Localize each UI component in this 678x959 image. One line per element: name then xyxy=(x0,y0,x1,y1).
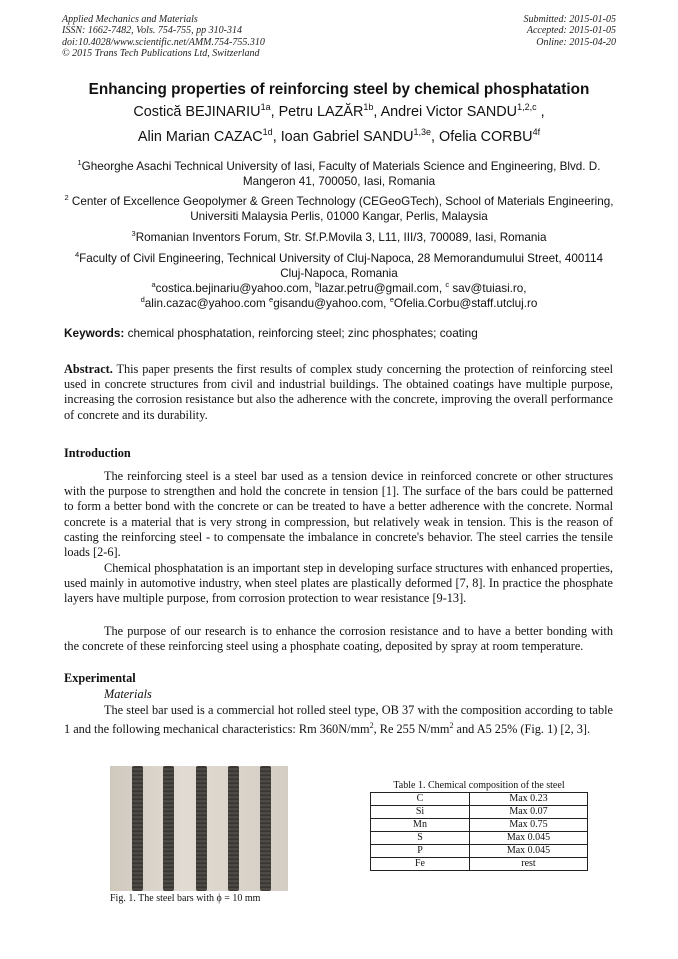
journal-issn: ISSN: 1662-7482, Vols. 754-755, pp 310-314 xyxy=(62,25,242,37)
email-link[interactable]: Ofelia.Corbu@staff.utcluj.ro xyxy=(393,296,538,310)
table-row xyxy=(371,806,588,819)
affiliation-2 xyxy=(62,190,616,224)
author-sup: 1d xyxy=(262,127,273,137)
author-sup: 1,3e xyxy=(413,127,431,137)
affiliation-sup: 4 xyxy=(75,250,80,259)
author-sup: 1a xyxy=(260,102,271,112)
abstract xyxy=(64,362,613,423)
table-row xyxy=(371,845,588,858)
submitted-date: Submitted: 2015-01-05 xyxy=(523,14,616,25)
steel-bar xyxy=(260,766,271,891)
element-cell: Mn xyxy=(371,819,470,832)
steel-bar xyxy=(196,766,207,891)
keywords xyxy=(64,326,478,340)
author-sup: 1b xyxy=(363,102,374,112)
abstract-text: This paper presents the first results of complex study concerning the protection of reinforcing steel used in concrete structures from civil and industrial buildings. The obtained coatings have multiple purpose, increasing the corrosion resistance but also the adherence with the concrete, improving the overall performance of concrete and its durability. xyxy=(64,362,613,422)
journal-doi: doi:10.4028/www.scientific.net/AMM.754-755.310 xyxy=(62,36,265,48)
email-sup: b xyxy=(314,280,320,289)
element-cell: Fe xyxy=(371,858,470,871)
materials-text: The steel bar used is a commercial hot rolled steel type, OB 37 with the composition according to table 1 and the following mechanical characteristics: Rm 360N/mm xyxy=(64,703,613,737)
accepted-date: Accepted: 2015-01-05 xyxy=(526,25,616,37)
materials-text: and A5 25% (Fig. 1) [2, 3]. xyxy=(453,722,591,737)
element-cell: S xyxy=(371,832,470,845)
authors-line-2 xyxy=(0,127,678,145)
email-sup: e xyxy=(389,295,394,304)
email-link[interactable]: costica.bejinariu@yahoo.com, xyxy=(155,281,315,295)
affiliation-sup: 1 xyxy=(77,158,82,167)
author-name: Ioan Gabriel SANDU xyxy=(280,128,414,145)
paper-title: Enhancing properties of reinforcing steel by chemical phosphatation xyxy=(88,81,590,98)
table-row xyxy=(371,819,588,832)
affiliation-text: Center of Excellence Geopolymer & Green Technology (CEGeoGTech), School of Materials Engineering, Universiti Malaysia Perlis, 01000 Kangar, Perlis, Malaysia xyxy=(68,194,614,223)
figure-1-caption: Fig. 1. The steel bars with ϕ = 10 mm xyxy=(110,893,261,904)
chemical-composition-table xyxy=(370,792,588,871)
affiliation-4 xyxy=(62,247,616,281)
emails-line-2 xyxy=(62,292,616,311)
element-cell: Si xyxy=(371,806,470,819)
author-name: Petru LAZĂR xyxy=(278,103,364,120)
journal-info xyxy=(62,14,265,60)
steel-bar xyxy=(163,766,174,891)
content-cell: Max 0.75 xyxy=(470,819,588,832)
content-cell: Max 0.045 xyxy=(470,845,588,858)
email-sup: e xyxy=(269,295,274,304)
introduction-paragraph-1: The reinforcing steel is a steel bar used as a tension device in reinforced concrete or other structures with the purpose to strengthen and hold the concrete in tension [1]. The surface of the bars could be patterned to form a better bond with the concrete or can be treated to have a better adherence with the concrete. Normal concrete is a material that is very strong in compression, but relatively weak in tension. This is the reason of casting the reinforcing steel - to compensate the imbalance in concrete's behavior. The steel carries the tensile loads [2-6]. xyxy=(64,469,613,560)
table-row xyxy=(371,858,588,871)
affiliation-1 xyxy=(62,155,616,189)
content-cell: Max 0.07 xyxy=(470,806,588,819)
email-sup: a xyxy=(151,280,156,289)
author-name: Andrei Victor SANDU xyxy=(380,103,518,120)
journal-copyright: © 2015 Trans Tech Publications Ltd, Switzerland xyxy=(62,48,260,60)
author-sup: 4f xyxy=(532,127,541,137)
table-1-caption: Table 1. Chemical composition of the steel xyxy=(393,780,565,791)
affiliation-text: Gheorghe Asachi Technical University of Iasi, Faculty of Materials Science and Engineering, Blvd. D. Mangeron 41, 700050, Iasi, Romania xyxy=(81,159,601,188)
online-date: Online: 2015-04-20 xyxy=(536,36,616,48)
steel-bar xyxy=(228,766,239,891)
content-cell: Max 0.23 xyxy=(470,793,588,806)
affiliation-sup: 2 xyxy=(64,193,69,202)
email-link[interactable]: gisandu@yahoo.com, xyxy=(273,296,390,310)
keywords-text: chemical phosphatation, reinforcing steel; zinc phosphates; coating xyxy=(124,326,478,340)
content-cell: rest xyxy=(470,858,588,871)
element-cell: P xyxy=(371,845,470,858)
author-name: Ofelia CORBU xyxy=(439,128,533,145)
materials-paragraph xyxy=(64,703,613,738)
affiliation-text: Faculty of Civil Engineering, Technical University of Cluj-Napoca, 28 Memorandumului Street, 400114 Cluj-Napoca, Romania xyxy=(79,251,603,280)
content-cell: Max 0.045 xyxy=(470,832,588,845)
keywords-label: Keywords: xyxy=(64,326,125,340)
steel-bars-photo xyxy=(110,766,288,891)
materials-subheading: Materials xyxy=(104,687,152,701)
introduction-paragraph-2: Chemical phosphatation is an important step in developing surface structures with enhanced properties, used mainly in automotive industry, when steel plates are plastically deformed [7, 8]. In practice the phosphate layers have multiple purpose, from corrosion protection to wear resistance [9-13]. xyxy=(64,561,613,606)
author-sep: , xyxy=(431,128,439,145)
unit-sup: 2 xyxy=(449,721,454,731)
author-sep: , xyxy=(536,103,545,120)
introduction-paragraph-3: The purpose of our research is to enhance the corrosion resistance and to have a better bonding with the concrete of these reinforcing steel using a phosphate coating, deposited by spray at room temperature. xyxy=(64,624,613,654)
introduction-heading: Introduction xyxy=(64,446,131,460)
journal-name: Applied Mechanics and Materials xyxy=(62,14,198,25)
author-sep: , xyxy=(270,103,279,120)
author-sup: 1,2,c xyxy=(517,102,537,112)
author-sep: , xyxy=(373,103,381,120)
submission-dates xyxy=(524,14,617,48)
author-name: Alin Marian CAZAC xyxy=(137,128,263,145)
table-row xyxy=(371,832,588,845)
author-name: Costică BEJINARIU xyxy=(133,103,261,120)
email-sup: c xyxy=(445,280,450,289)
email-sup: d xyxy=(140,295,145,304)
affiliation-text: Romanian Inventors Forum, Str. Sf.P.Movila 3, L11, III/3, 700089, Iasi, Romania xyxy=(135,230,547,244)
abstract-label: Abstract. xyxy=(64,362,113,376)
table-row xyxy=(371,793,588,806)
affiliation-3 xyxy=(62,226,616,245)
element-cell: C xyxy=(371,793,470,806)
email-link[interactable]: sav@tuiasi.ro, xyxy=(449,281,527,295)
experimental-heading: Experimental xyxy=(64,671,136,685)
steel-bar xyxy=(132,766,143,891)
unit-sup: 2 xyxy=(369,721,374,731)
materials-text: , Re 255 N/mm xyxy=(373,722,450,737)
author-sep: , xyxy=(272,128,281,145)
email-link[interactable]: alin.cazac@yahoo.com xyxy=(144,296,270,310)
affiliation-sup: 3 xyxy=(131,229,136,238)
authors-line-1 xyxy=(0,102,678,120)
email-link[interactable]: lazar.petru@gmail.com, xyxy=(319,281,446,295)
